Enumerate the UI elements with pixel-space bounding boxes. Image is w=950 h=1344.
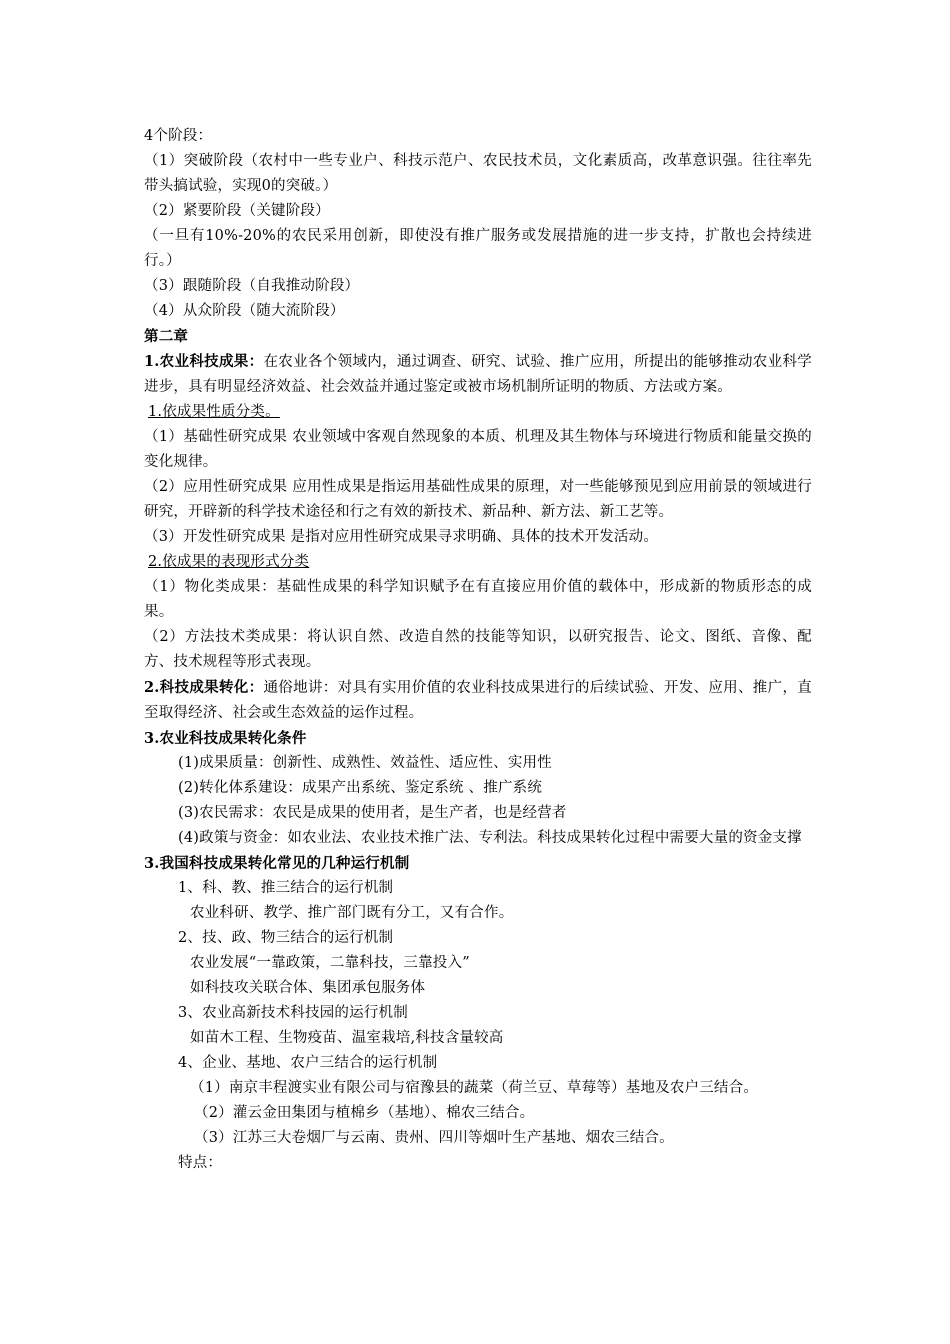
condition-3: (3)农民需求：农民是成果的使用者，是生产者，也是经营者 bbox=[178, 805, 567, 821]
mechanism-4-detail-a: （1）南京丰程渡实业有限公司与宿豫县的蔬菜（荷兰豆、草莓等）基地及农户三结合。 bbox=[190, 1080, 759, 1096]
mechanism-2: 2、技、政、物三结合的运行机制 bbox=[178, 930, 394, 946]
mechanism-2-detail-a: 农业发展“一靠政策，二靠科技，三靠投入” bbox=[190, 955, 470, 971]
condition-4: (4)政策与资金：如农业法、农业技术推广法、专利法。科技成果转化过程中需要大量的资金支撑 bbox=[178, 830, 802, 846]
stage-1: （1）突破阶段（农村中一些专业户、科技示范户、农民技术员，文化素质高，改革意识强。往往率先带头搞试验，实现0的突破。） bbox=[144, 153, 812, 194]
section-3-heading: 3.农业科技成果转化条件 bbox=[144, 730, 307, 747]
mechanism-4: 4、企业、基地、农户三结合的运行机制 bbox=[178, 1055, 438, 1071]
mechanism-1: 1、科、教、推三结合的运行机制 bbox=[178, 880, 394, 896]
classification-1-item-c: （3）开发性研究成果 是指对应用性研究成果寻求明确、具体的技术开发活动。 bbox=[144, 529, 659, 545]
mechanism-3: 3、农业高新技术科技园的运行机制 bbox=[178, 1005, 408, 1021]
mechanism-4-detail-b: （2）灌云金田集团与植棉乡（基地）、棉农三结合。 bbox=[194, 1105, 535, 1121]
definition-2-text: 通俗地讲：对具有实用价值的农业科技成果进行的后续试验、开发、应用、推广，直至取得经济、社会或生态效益的运作过程。 bbox=[144, 680, 812, 721]
classification-2-item-b: （2）方法技术类成果：将认识自然、改造自然的技能等知识，以研究报告、论文、图纸、音像、配方、技术规程等形式表现。 bbox=[144, 629, 812, 670]
definition-2-term: 2.科技成果转化： bbox=[144, 679, 264, 696]
stage-2-note: （一旦有10%-20%的农民采用创新，即使没有推广服务或发展措施的进一步支持，扩散也会持续进行。） bbox=[144, 228, 812, 269]
classification-1-item-a: （1）基础性研究成果 农业领域中客观自然现象的本质、机理及其生物体与环境进行物质和能量交换的变化规律。 bbox=[144, 429, 812, 470]
condition-1: (1)成果质量：创新性、成熟性、效益性、适应性、实用性 bbox=[178, 755, 552, 771]
classification-2-item-a: （1）物化类成果：基础性成果的科学知识赋予在有直接应用价值的载体中，形成新的物质形态的成果。 bbox=[144, 579, 812, 620]
definition-2 bbox=[144, 675, 812, 726]
document-body bbox=[144, 124, 812, 1176]
classification-1-item-b: （2）应用性研究成果 应用性成果是指运用基础性成果的原理，对一些能够预见到应用前景的领域进行研究，开辟新的科学技术途径和行之有效的新技术、新品种、新方法、新工艺等。 bbox=[144, 479, 812, 520]
chapter-heading: 第二章 bbox=[144, 328, 189, 345]
section-4-heading: 3.我国科技成果转化常见的几种运行机制 bbox=[144, 855, 410, 872]
mechanism-2-detail-b: 如科技攻关联合体、集团承包服务体 bbox=[190, 980, 426, 996]
mechanism-4-detail-c: （3）江苏三大卷烟厂与云南、贵州、四川等烟叶生产基地、烟农三结合。 bbox=[194, 1130, 674, 1146]
definition-1 bbox=[144, 349, 812, 400]
mechanism-3-detail: 如苗木工程、生物疫苗、温室栽培,科技含量较高 bbox=[190, 1030, 504, 1046]
mechanism-1-detail: 农业科研、教学、推广部门既有分工，又有合作。 bbox=[190, 905, 514, 921]
stage-title: 4个阶段： bbox=[144, 128, 213, 144]
condition-2: (2)转化体系建设：成果产出系统、鉴定系统 、推广系统 bbox=[178, 780, 543, 796]
definition-1-text: 在农业各个领域内，通过调查、研究、试验、推广应用，所提出的能够推动农业科学进步，具有明显经济效益、社会效益并通过鉴定或被市场机制所证明的物质、方法或方案。 bbox=[144, 354, 812, 395]
stage-4: （4）从众阶段（随大流阶段） bbox=[144, 303, 345, 319]
classification-2-title: 2.依成果的表现形式分类 bbox=[148, 554, 310, 570]
stage-2: （2）紧要阶段（关键阶段） bbox=[144, 203, 330, 219]
definition-1-term: 1.农业科技成果： bbox=[144, 353, 264, 370]
stage-3: （3）跟随阶段（自我推动阶段） bbox=[144, 278, 360, 294]
classification-1-title: 1.依成果性质分类。 bbox=[148, 404, 280, 420]
features-label: 特点： bbox=[178, 1155, 223, 1171]
